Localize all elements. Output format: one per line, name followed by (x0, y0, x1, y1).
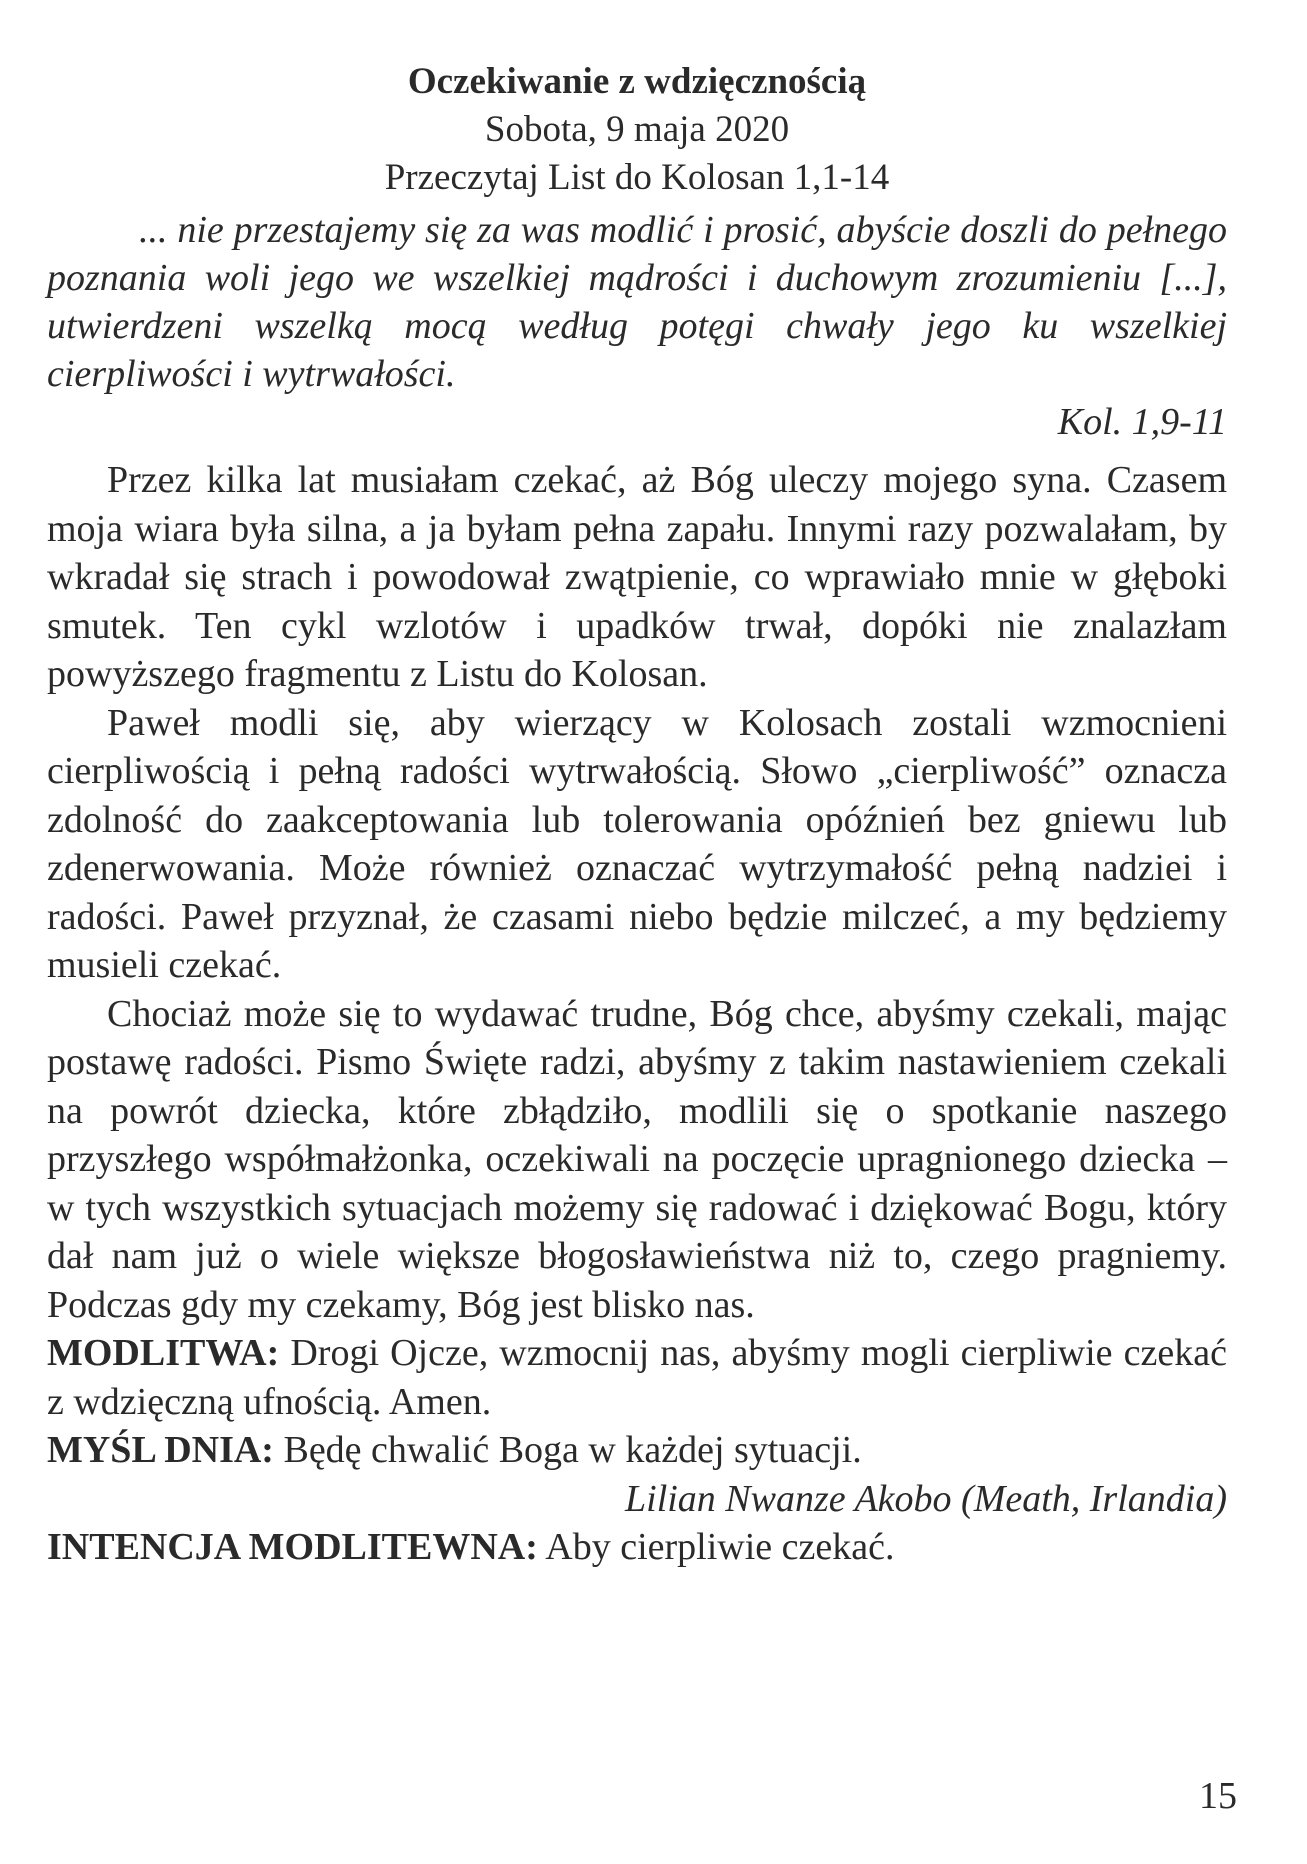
reading-line: Przeczytaj List do Kolosan 1,1-14 (384, 157, 890, 198)
date-line: Sobota, 9 maja 2020 (484, 109, 790, 150)
prayer-label: MODLITWA: (47, 1332, 280, 1374)
thought-text: Będę chwalić Boga w każdej sytuacji. (273, 1429, 862, 1471)
prayer-block (47, 1329, 1227, 1426)
intention-label: INTENCJA MODLITEWNA: (47, 1526, 538, 1568)
scripture-reference: Kol. 1,9-11 (1057, 401, 1227, 443)
body-paragraph-3: Chociaż może się to wydawać trudne, Bóg chce, abyśmy czekali, mając postawę radości. Pismo Święte radzi, abyśmy z takim nastawieniem czekali na powrót dziecka, które zbłądziło, modlili się o spotkanie naszego przyszłego współmałżonka, oczekiwali na poczęcie upragnionego dziecka – w tych wszystkich sytuacjach możemy się radować i dziękować Bogu, który dał nam już o wiele większe błogosławieństwa niż to, czego pragniemy. Podczas gdy my czekamy, Bóg jest blisko nas. (47, 992, 1227, 1326)
page-number: 15 (1199, 1775, 1237, 1817)
devotional-page (47, 58, 1227, 1572)
header (47, 58, 1227, 202)
author-line: Lilian Nwanze Akobo (Meath, Irlandia) (625, 1477, 1227, 1520)
intention-text: Aby cierpliwie czekać. (537, 1526, 895, 1568)
scripture-verse: ... nie przestajemy się za was modlić i prosić, abyście doszli do pełnego poznania woli jego we wszelkiej mądrości i duchowym zrozumieniu [...], utwierdzeni wszelką mocą według potęgi chwały jego ku wszelkiej cierpliwości i wytrwałości. (47, 209, 1227, 395)
thought-block (47, 1426, 1227, 1475)
page-title: Oczekiwanie z wdzięcznością (407, 61, 867, 102)
body-paragraph-2: Paweł modli się, aby wierzący w Kolosach zostali wzmocnieni cierpliwością i pełną radości wytrwałością. Słowo „cierpliwość” oznacza zdolność do zaakceptowania lub tolerowania opóźnień bez gniewu lub zdenerwowania. Może również oznaczać wytrzymałość pełną nadziei i radości. Paweł przyznał, że czasami niebo będzie milczeć, a my będziemy musieli czekać. (47, 701, 1227, 986)
body-paragraph-1: Przez kilka lat musiałam czekać, aż Bóg uleczy mojego syna. Czasem moja wiara była silna, a ja byłam pełna zapału. Innymi razy pozwalałam, by wkradał się strach i powodował zwątpienie, co wprawiało mnie w głęboki smutek. Ten cykl wzlotów i upadków trwał, dopóki nie znalazłam powyższego fragmentu z Listu do Kolosan. (47, 459, 1227, 695)
intention-block (47, 1523, 1227, 1572)
prayer-text: Drogi Ojcze, wzmocnij nas, abyśmy mogli cierpliwie czekać z wdzięczną ufnością. Amen. (47, 1332, 1227, 1423)
thought-label: MYŚL DNIA: (47, 1429, 274, 1471)
